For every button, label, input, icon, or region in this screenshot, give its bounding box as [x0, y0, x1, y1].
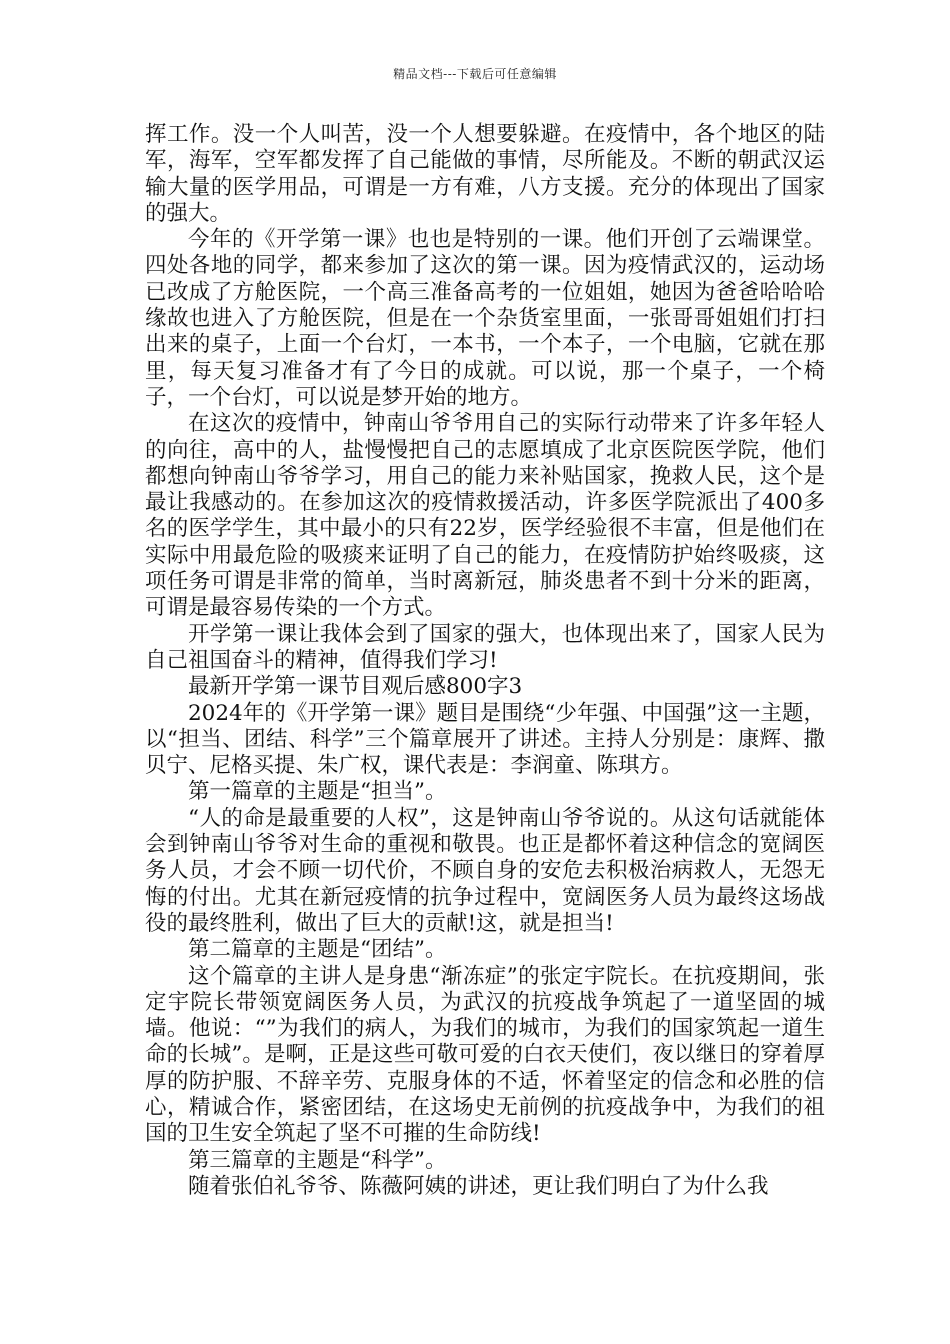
paragraph: 在这次的疫情中，钟南山爷爷用自己的实际行动带来了许多年轻人的向往，高中的人，盐慢慢把自己的志愿填成了北京医院医学院，他们都想向钟南山爷爷学习，用自己的能力来补贴国家，挽救人民，这个是最让我感动的。在参加这次的疫情救援活动，许多医学院派出了400多名的医学学生，其中最小的只有22岁，医学经验很不丰富，但是他们在实际中用最危险的吸痰来证明了自己的能力，在疫情防护始终吸痰，这项任务可谓是非常的简单，当时离新冠，肺炎患者不到十分米的距离，可谓是最容易传染的一个方式。 [145, 411, 825, 621]
document-body [145, 122, 825, 1200]
paragraph: 随着张伯礼爷爷、陈薇阿姨的讲述，更让我们明白了为什么我 [188, 1173, 769, 1199]
page-header: 精品文档---下载后可任意编辑 [393, 67, 557, 81]
section-heading: 最新开学第一课节目观后感800字3 [188, 674, 523, 700]
chapter-heading: 第一篇章的主题是“担当”。 [188, 779, 447, 805]
paragraph: “人的命是最重要的人权”，这是钟南山爷爷说的。从这句话就能体会到钟南山爷爷对生命的重视和敬畏。也正是都怀着这种信念的宽阔医务人员，才会不顾一切代价，不顾自身的安危去积极治病救人，无怨无悔的付出。尤其在新冠疫情的抗争过程中，宽阔医务人员为最终这场战役的最终胜利，做出了巨大的贡献!这，就是担当! [145, 805, 825, 936]
paragraph: 2024年的《开学第一课》题目是围绕“少年强、中国强”这一主题，以“担当、团结、科学”三个篇章展开了讲述。主持人分别是：康辉、撒贝宁、尼格买提、朱广权，课代表是：李润童、陈琪方。 [145, 700, 825, 779]
paragraph: 挥工作。没一个人叫苦，没一个人想要躲避。在疫情中，各个地区的陆军，海军，空军都发挥了自己能做的事情，尽所能及。不断的朝武汉运输大量的医学用品，可谓是一方有难，八方支援。充分的体现出了国家的强大。 [145, 122, 825, 226]
paragraph: 开学第一课让我体会到了国家的强大，也体现出来了，国家人民为自己祖国奋斗的精神，值得我们学习! [145, 621, 825, 673]
paragraph: 今年的《开学第一课》也也是特别的一课。他们开创了云端课堂。四处各地的同学，都来参加了这次的第一课。因为疫情武汉的，运动场已改成了方舱医院，一个高三准备高考的一位姐姐，她因为爸爸哈哈哈缘故也进入了方舱医院，但是在一个杂货室里面，一张哥哥姐姐们打扫出来的桌子，上面一个台灯，一本书，一个本子，一个电脑，它就在那里，每天复习准备才有了今日的成就。可以说，那一个桌子，一个椅子，一个台灯，可以说是梦开始的地方。 [145, 227, 825, 410]
chapter-heading: 第三篇章的主题是“科学”。 [188, 1147, 447, 1173]
paragraph: 这个篇章的主讲人是身患“渐冻症”的张定宇院长。在抗疫期间，张定宇院长带领宽阔医务人员，为武汉的抗疫战争筑起了一道坚固的城墙。他说：“”为我们的病人，为我们的城市，为我们的国家筑起一道生命的长城”。是啊，正是这些可敬可爱的白衣天使们，夜以继日的穿着厚厚的防护服、不辞辛劳、克服身体的不适，怀着坚定的信念和必胜的信心，精诚合作，紧密团结，在这场史无前例的抗疫战争中，为我们的祖国的卫生安全筑起了坚不可摧的生命防线! [145, 963, 825, 1147]
chapter-heading: 第二篇章的主题是“团结”。 [188, 937, 447, 963]
